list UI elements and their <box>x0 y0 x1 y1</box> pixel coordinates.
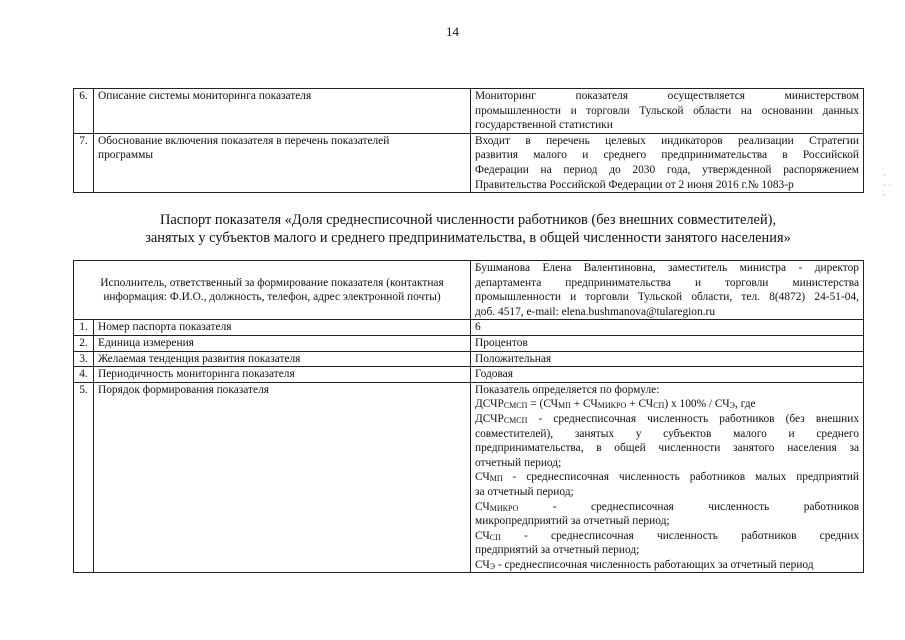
indicator-info-table <box>73 88 864 193</box>
row-name: Желаемая тенденция развития показателя <box>94 351 471 367</box>
executor-row <box>74 261 864 320</box>
row-value: Положительная <box>471 351 864 367</box>
row-name: Описание системы мониторинга показателя <box>94 89 471 134</box>
executor-value: Бушманова Елена Валентиновна, заместитель министра - директор департамента предпринимательства и торговли министерства промышленности и торговли Тульской области, тел. 8(4872) 24-51-04, доб. 4517, e-mail: elena.bushmanova@tularegion.ru <box>471 261 864 320</box>
definition-line: $СЧ_{МП}$ - среднесписочная численность работников малых предприятий <box>475 471 860 484</box>
row-number: 1. <box>74 320 94 336</box>
row-value: Входит в перечень целевых индикаторов реализации Стратегии развития малого и среднего предпринимательства в Российской Федерации на период до 2030 года, утвержденной распоряжением Правительства Российской Федерации от 2 июня 2016 г.№ 1083-р <box>471 133 864 192</box>
formation-description: Показатель определяется по формуле: $ДСЧР_{СМСП} = (СЧ_{МП} + СЧ_{МИКРО} + СЧ_{СП})$ х $100\% / СЧ_Э$, где $ДСЧР_{СМСП}$ - среднесписочная численность работников (без внешних совместителей), занятых у субъектов малого и среднего предпринимательства, в общей численности занятого населения за отчетный период; $СЧ_{МП}$ - среднесписочная численность работников малых предприятий за отчетный период; $СЧ_{МИКРО}$ - среднесписочная численность работников микропредприятий за отчетный период; $СЧ_{СП}$ - среднесписочная численность работников средних предприятий за отчетный период; $СЧ_Э$ - среднесписочная численность работающих за отчетный период <box>471 382 864 573</box>
passport-table <box>73 260 864 573</box>
definition-line: $СЧ_{МИКРО}$ - среднесписочная численность работников <box>475 500 860 513</box>
scan-artifact: · · · · <box>883 170 892 200</box>
definition-line: $ДСЧР_{СМСП}$ - среднесписочная численность работников (без внешних <box>475 412 860 425</box>
row-name: Порядок формирования показателя <box>94 382 471 573</box>
table-row <box>74 335 864 351</box>
page-number: 14 <box>446 24 459 39</box>
table-row <box>74 351 864 367</box>
row-number: 7. <box>74 133 94 192</box>
row-name: Номер паспорта показателя <box>94 320 471 336</box>
table-row <box>74 320 864 336</box>
table-row <box>74 367 864 383</box>
row-name: Периодичность мониторинга показателя <box>94 367 471 383</box>
row-value: Мониторинг показателя осуществляется министерством промышленности и торговли Тульской области на основании данных государственной статистики <box>471 89 864 134</box>
row-number: 3. <box>74 351 94 367</box>
heading-line: Паспорт показателя «Доля среднесписочной численности работников (без внешних совместителей), <box>159 212 777 228</box>
heading-line: занятых у субъектов малого и среднего предпринимательства, в общей численности занятого населения» <box>145 229 791 246</box>
formula-intro: Показатель определяется по формуле: <box>475 383 660 396</box>
formula: $ДСЧР_{СМСП} = (СЧ_{МП} + СЧ_{МИКРО} + СЧ_{СП})$ х $100\% / СЧ_Э$, где <box>475 398 756 411</box>
table-row <box>74 89 864 134</box>
passport-heading <box>73 212 863 247</box>
definition-line: $СЧ_{СП}$ - среднесписочная численность работников средних <box>475 529 860 542</box>
row-number: 5. <box>74 382 94 573</box>
executor-label: Исполнитель, ответственный за формирование показателя (контактная информация: Ф.И.О., должность, телефон, адрес электронной почты) <box>74 261 471 320</box>
row-number: 4. <box>74 367 94 383</box>
row-name: Обоснование включения показателя в перечень показателей программы <box>94 133 471 192</box>
row-value: Годовая <box>471 367 864 383</box>
definition-line: $СЧ_Э$ - среднесписочная численность работающих за отчетный период <box>475 558 814 571</box>
row-number: 2. <box>74 335 94 351</box>
row-value: 6 <box>471 320 864 336</box>
row-name: Единица измерения <box>94 335 471 351</box>
formation-row <box>74 382 864 573</box>
row-number: 6. <box>74 89 94 134</box>
row-value: Процентов <box>471 335 864 351</box>
table-row <box>74 133 864 192</box>
